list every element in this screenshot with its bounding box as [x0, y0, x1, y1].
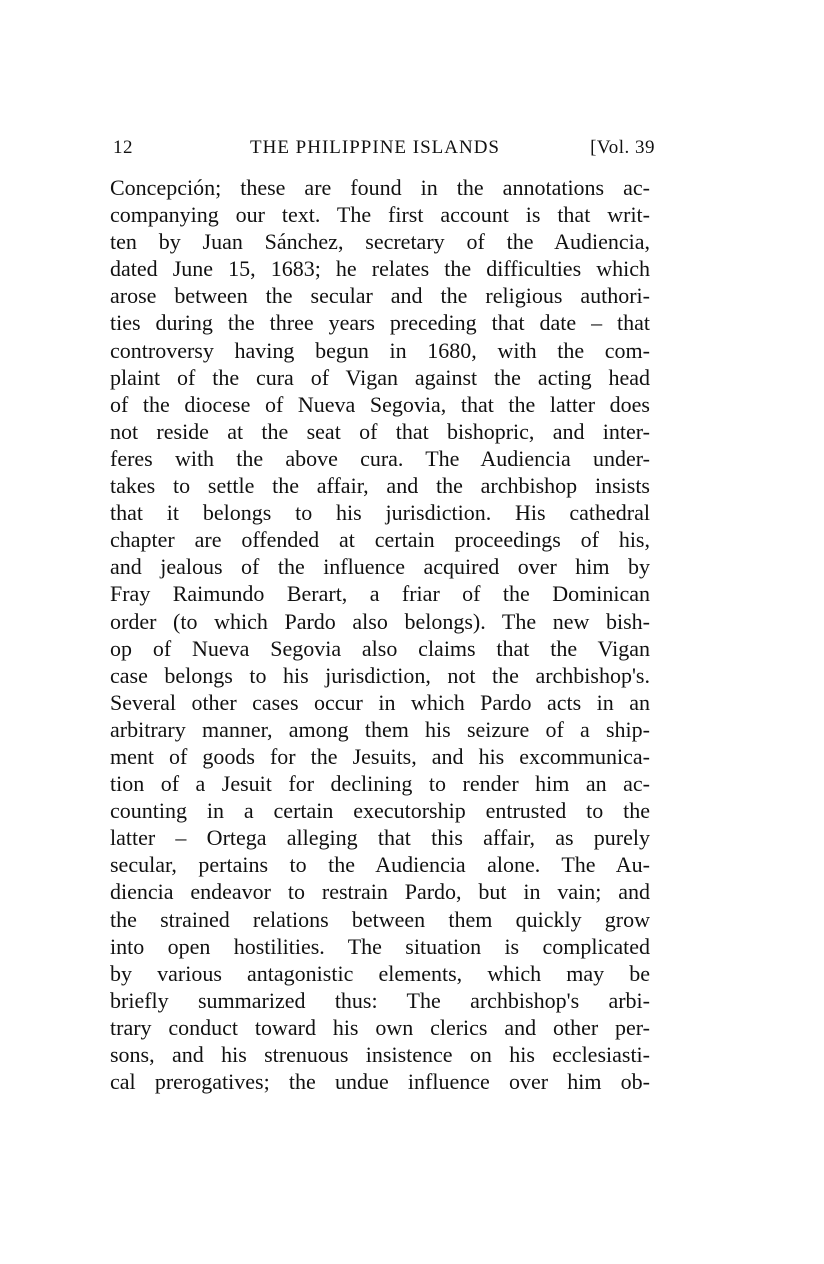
text-line: ten by Juan Sánchez, secretary of the Audiencia, — [110, 229, 650, 255]
text-line: Fray Raimundo Berart, a friar of the Dominican — [110, 581, 650, 607]
text-line: not reside at the seat of that bishopric, and inter- — [110, 418, 650, 444]
text-line: tion of a Jesuit for declining to render him an ac- — [110, 771, 650, 797]
text-line: cal prerogatives; the undue influence over him ob- — [110, 1069, 650, 1095]
text-line: secular, pertains to the Audiencia alone. The Au- — [110, 852, 650, 878]
text-line: briefly summarized thus: The archbishop's arbi- — [110, 987, 650, 1013]
text-line: companying our text. The first account is that writ- — [110, 202, 650, 228]
text-line: dated June 15, 1683; he relates the difficulties which — [110, 256, 650, 282]
text-line: into open hostilities. The situation is complicated — [110, 933, 650, 959]
text-line: latter – Ortega alleging that this affair, as purely — [110, 825, 650, 851]
text-line: Several other cases occur in which Pardo acts in an — [110, 689, 650, 715]
running-header — [113, 133, 655, 163]
text-line: ties during the three years preceding that date – that — [110, 310, 650, 336]
text-line: op of Nueva Segovia also claims that the Vigan — [110, 635, 650, 661]
text-line: takes to settle the affair, and the archbishop insists — [110, 473, 650, 499]
text-line: plaint of the cura of Vigan against the acting head — [110, 364, 650, 390]
text-line: that it belongs to his jurisdiction. His cathedral — [110, 500, 650, 526]
text-line: chapter are offended at certain proceedings of his, — [110, 527, 650, 553]
text-line: order (to which Pardo also belongs). The new bish- — [110, 608, 650, 634]
text-line: the strained relations between them quickly grow — [110, 906, 650, 932]
page-number: 12 — [113, 137, 133, 158]
running-title: THE PHILIPPINE ISLANDS — [250, 137, 500, 158]
text-line: ment of goods for the Jesuits, and his excommunica- — [110, 743, 650, 769]
text-line: controversy having begun in 1680, with the com- — [110, 337, 650, 363]
text-line: and jealous of the influence acquired over him by — [110, 554, 650, 580]
body-text — [110, 174, 650, 1095]
text-line: Concepción; these are found in the annotations ac- — [110, 175, 650, 200]
text-line: arbitrary manner, among them his seizure of a ship- — [110, 716, 650, 742]
text-line: of the diocese of Nueva Segovia, that the latter does — [110, 391, 650, 417]
text-line: feres with the above cura. The Audiencia under- — [110, 445, 650, 471]
text-line: diencia endeavor to restrain Pardo, but in vain; and — [110, 879, 650, 905]
text-line: counting in a certain executorship entrusted to the — [110, 798, 650, 824]
text-line: sons, and his strenuous insistence on his ecclesiasti- — [110, 1042, 650, 1067]
text-line: by various antagonistic elements, which may be — [110, 960, 650, 986]
text-line: case belongs to his jurisdiction, not the archbishop's. — [110, 662, 650, 688]
volume-label: [Vol. 39 — [590, 137, 655, 158]
text-line: arose between the secular and the religious authori- — [110, 283, 650, 309]
text-line: trary conduct toward his own clerics and other per- — [110, 1014, 650, 1040]
